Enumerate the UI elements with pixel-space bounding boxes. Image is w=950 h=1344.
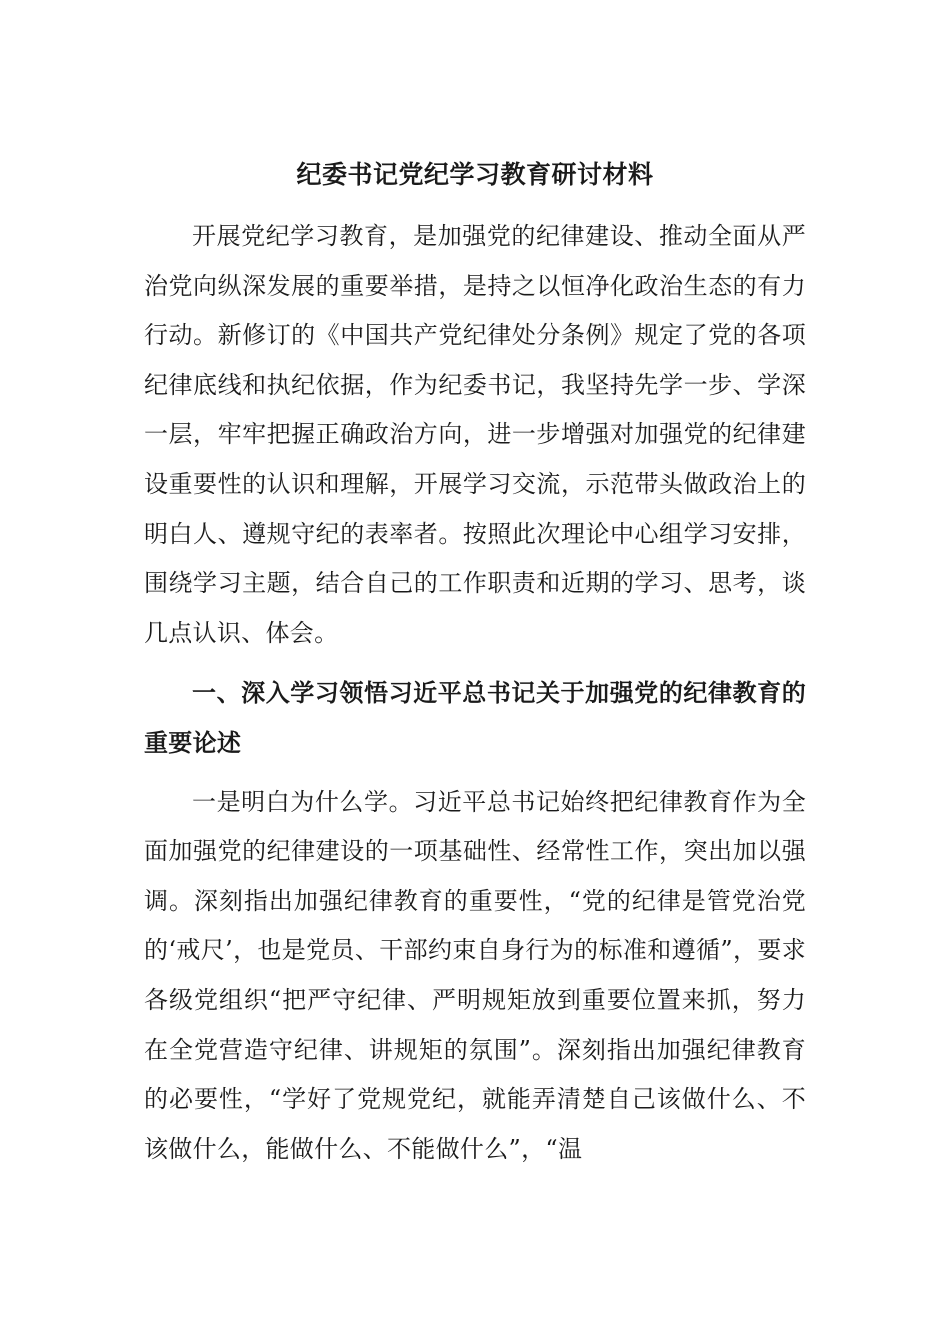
body-paragraph: 一是明白为什么学。习近平总书记始终把纪律教育作为全面加强党的纪律建设的一项基础性、经常性工作，突出加以强调。深刻指出加强纪律教育的重要性，“党的纪律是管党治党的‘戒尺’，也是党员、干部约束自身行为的标准和遵循”，要求各级党组织“把严守纪律、严明规矩放到重要位置来抓，努力在全党营造守纪律、讲规矩的氛围”。深刻指出加强纪律教育的必要性，“学好了党规党纪，就能弄清楚自己该做什么、不该做什么，能做什么、不能做什么”，“温 (144, 787, 806, 1163)
document-page (144, 150, 806, 1174)
document-title: 纪委书记党纪学习教育研讨材料 (296, 160, 654, 189)
section-heading: 一、深入学习领悟习近平总书记关于加强党的纪律教育的重要论述 (144, 678, 806, 757)
intro-paragraph: 开展党纪学习教育，是加强党的纪律建设、推动全面从严治党向纵深发展的重要举措，是持之以恒净化政治生态的有力行动。新修订的《中国共产党纪律处分条例》规定了党的各项纪律底线和执纪依据，作为纪委书记，我坚持先学一步、学深一层，牢牢把握正确政治方向，进一步增强对加强党的纪律建设重要性的认识和理解，开展学习交流，示范带头做政治上的明白人、遵规守纪的表率者。按照此次理论中心组学习安排，围绕学习主题，结合自己的工作职责和近期的学习、思考，谈几点认识、体会。 (144, 222, 806, 647)
